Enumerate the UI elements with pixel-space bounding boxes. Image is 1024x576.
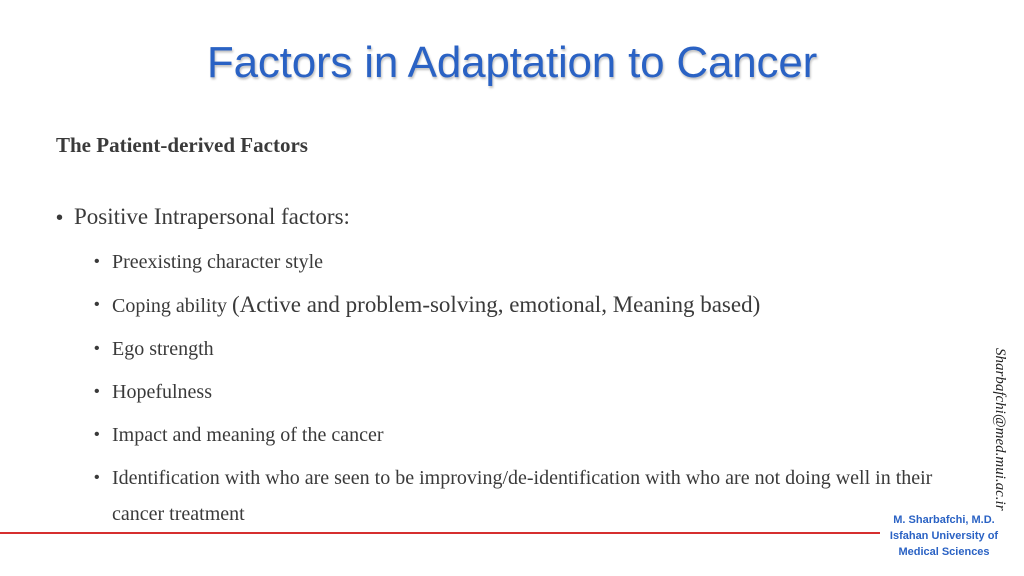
sub-bullet-text: Identification with who are seen to be improving/de-identification with who are not doing well in their cancer treatment [112,467,933,525]
main-bullet [56,204,350,230]
sub-bullet-item [94,336,974,362]
sub-bullet-text: Preexisting character style [112,251,324,273]
sub-bullet-item [94,422,974,448]
main-bullet-text: Positive Intrapersonal factors: [74,204,350,229]
sub-bullet-text: Ego strength [112,338,214,360]
section-subtitle: The Patient-derived Factors [56,133,308,157]
bullet-icon: • [94,426,100,443]
bullet-icon: • [56,207,64,229]
footer-divider [0,532,880,534]
side-email-watermark: Sharbafchi@med.mui.ac.ir [992,348,1008,511]
sub-bullet-text: Coping ability [112,295,227,317]
sub-bullet-text: Impact and meaning of the cancer [112,424,384,446]
sub-bullet-detail: (Active and problem-solving, emotional, Meaning based) [232,292,761,317]
footer-institution-cont: Medical Sciences [898,546,990,558]
slide-title: Factors in Adaptation to Cancer [206,38,818,87]
sub-bullet-item [94,292,974,319]
sub-bullet-list [94,249,974,554]
bullet-icon: • [94,296,100,313]
bullet-icon: • [94,469,100,486]
sub-bullet-item [94,379,974,405]
bullet-icon: • [94,340,100,357]
footer-institution: Isfahan University of [889,530,999,542]
bullet-icon: • [94,253,100,270]
bullet-icon: • [94,383,100,400]
sub-bullet-text: Hopefulness [112,381,212,403]
sub-bullet-item [94,249,974,275]
footer-credit [878,512,1010,560]
sub-bullet-item [94,465,974,537]
footer-author: M. Sharbafchi, M.D. [893,514,995,526]
